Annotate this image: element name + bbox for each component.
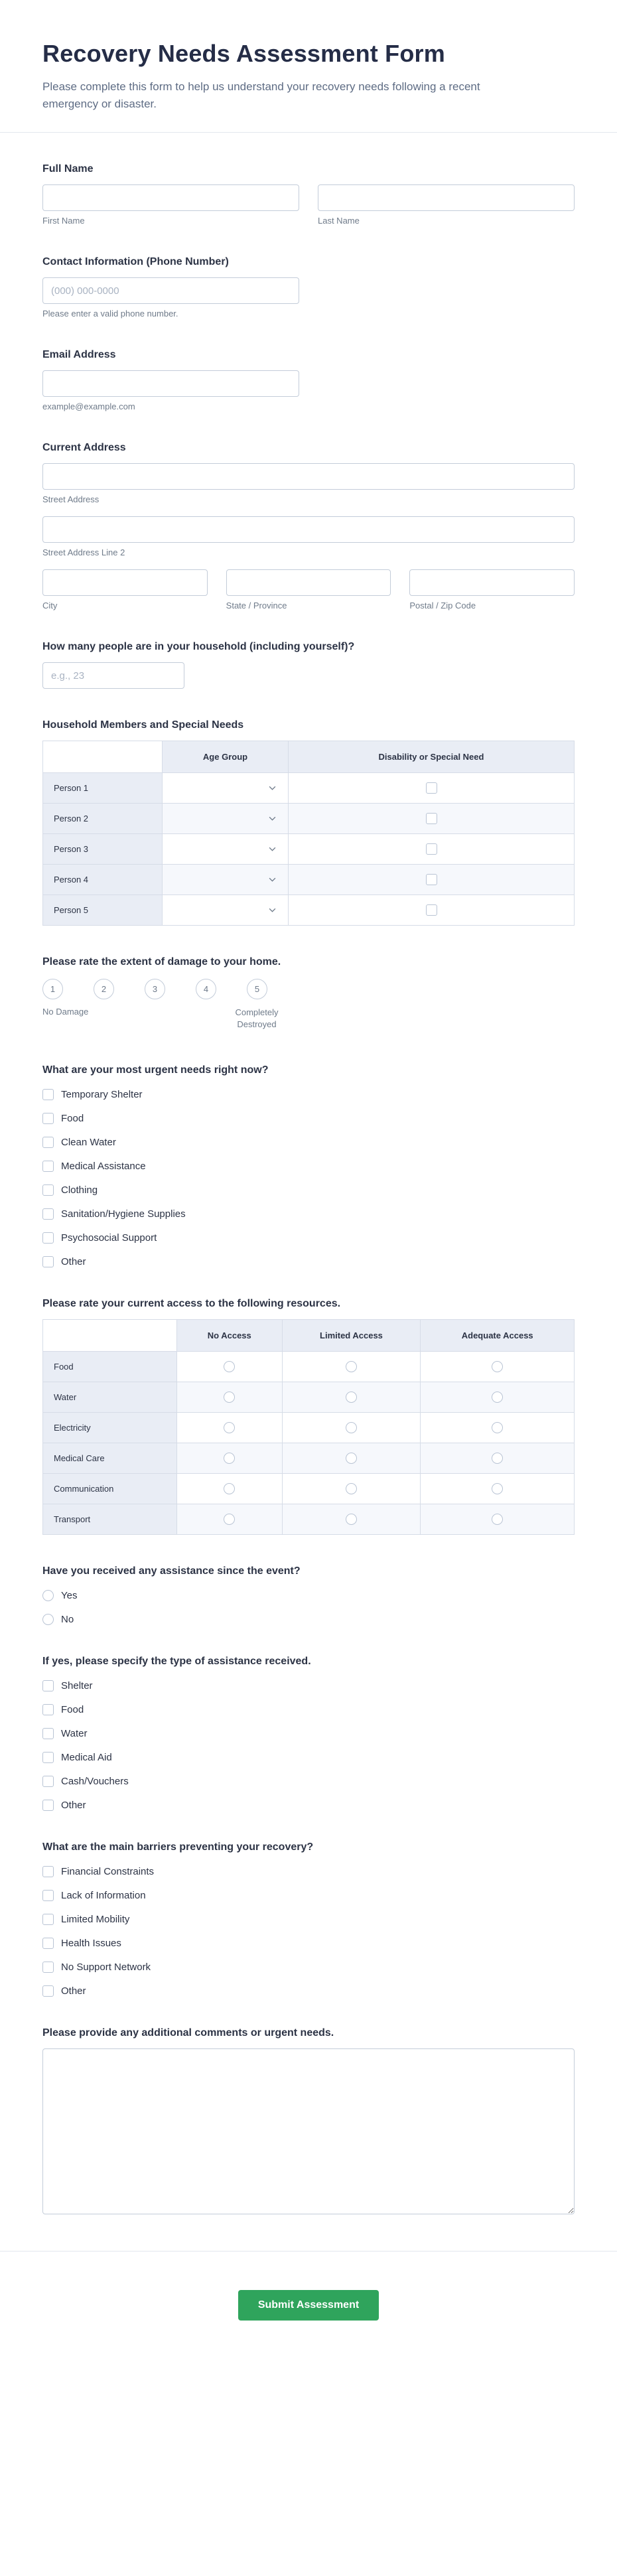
checkbox-option[interactable] — [42, 1680, 575, 1691]
option-label: Yes — [61, 1590, 78, 1601]
checkbox-option[interactable] — [42, 1938, 575, 1949]
table-row — [43, 1504, 575, 1535]
damage-scale-label: Please rate the extent of damage to your home. — [42, 956, 281, 967]
chevron-down-icon — [269, 847, 276, 851]
damage-scale-option-2[interactable]: 2 — [94, 979, 114, 999]
resource-access-radio[interactable] — [492, 1392, 503, 1403]
full-name-label: Full Name — [42, 163, 94, 175]
col-header-age-group: Age Group — [163, 741, 289, 773]
col-header-no-access: No Access — [177, 1320, 283, 1352]
special-need-checkbox-4[interactable] — [426, 874, 437, 885]
question-phone — [42, 256, 575, 319]
damage-scale-option-3[interactable]: 3 — [145, 979, 165, 999]
row-header-water: Water — [43, 1382, 177, 1413]
comments-textarea[interactable] — [42, 2048, 575, 2214]
barriers-label: What are the main barriers preventing your recovery? — [42, 1841, 314, 1853]
table-row — [43, 834, 575, 865]
checkbox[interactable] — [42, 1680, 54, 1691]
email-sublabel: example@example.com — [42, 401, 135, 411]
special-need-checkbox-2[interactable] — [426, 813, 437, 824]
checkbox[interactable] — [42, 1113, 54, 1124]
row-header-person-3: Person 3 — [43, 834, 163, 865]
table-row — [43, 895, 575, 926]
radio-option-yes[interactable] — [42, 1590, 575, 1601]
resource-access-radio[interactable] — [224, 1483, 235, 1494]
last-name-sublabel: Last Name — [318, 216, 360, 226]
checkbox[interactable] — [42, 1137, 54, 1148]
urgent-needs-label: What are your most urgent needs right now? — [42, 1064, 269, 1076]
chevron-down-icon — [269, 786, 276, 790]
resource-access-radio[interactable] — [346, 1392, 357, 1403]
resource-access-radio[interactable] — [224, 1514, 235, 1525]
resource-access-radio[interactable] — [492, 1453, 503, 1464]
checkbox[interactable] — [42, 1985, 54, 1997]
checkbox[interactable] — [42, 1776, 54, 1787]
table-corner-cell — [43, 1320, 177, 1352]
option-label: Temporary Shelter — [61, 1089, 143, 1100]
checkbox-option[interactable] — [42, 1184, 575, 1196]
option-label: Sanitation/Hygiene Supplies — [61, 1208, 186, 1220]
age-group-select-5[interactable] — [163, 908, 288, 912]
age-group-select-2[interactable] — [163, 816, 288, 821]
household-table-label: Household Members and Special Needs — [42, 719, 244, 731]
state-sublabel: State / Province — [226, 601, 287, 610]
special-need-checkbox-3[interactable] — [426, 843, 437, 855]
scale-max-label: Completely Destroyed — [235, 1007, 279, 1029]
phone-sublabel: Please enter a valid phone number. — [42, 309, 178, 319]
first-name-input[interactable] — [42, 184, 299, 211]
question-comments — [42, 2027, 575, 2218]
checkbox-option[interactable] — [42, 1161, 575, 1172]
question-assistance-type — [42, 1656, 575, 1811]
question-damage-scale — [42, 956, 575, 1034]
option-label: Other — [61, 1256, 86, 1267]
option-label: Food — [61, 1704, 84, 1715]
chevron-down-icon — [269, 908, 276, 912]
damage-scale-option-5[interactable]: 5 — [247, 979, 267, 999]
question-full-name — [42, 163, 575, 226]
age-group-select-3[interactable] — [163, 847, 288, 851]
option-label: Other — [61, 1985, 86, 1997]
table-row — [43, 865, 575, 895]
row-header-electricity: Electricity — [43, 1413, 177, 1443]
table-row — [43, 804, 575, 834]
checkbox-option[interactable] — [42, 1208, 575, 1220]
checkbox[interactable] — [42, 1232, 54, 1244]
checkbox[interactable] — [42, 1256, 54, 1267]
header-divider — [0, 132, 617, 133]
checkbox[interactable] — [42, 1728, 54, 1739]
option-label: Medical Assistance — [61, 1161, 146, 1172]
option-label: Water — [61, 1728, 88, 1739]
comments-label: Please provide any additional comments or urgent needs. — [42, 2027, 334, 2039]
first-name-sublabel: First Name — [42, 216, 85, 226]
checkbox-option[interactable] — [42, 1113, 575, 1124]
option-label: No Support Network — [61, 1962, 151, 1973]
scale-min-label: No Damage — [42, 1007, 89, 1017]
resource-access-radio[interactable] — [224, 1422, 235, 1433]
checkbox[interactable] — [42, 1161, 54, 1172]
chevron-down-icon — [269, 816, 276, 821]
question-email — [42, 349, 575, 411]
checkbox-option[interactable] — [42, 1985, 575, 1997]
resource-access-radio[interactable] — [346, 1453, 357, 1464]
checkbox-option[interactable] — [42, 1866, 575, 1877]
checkbox[interactable] — [42, 1089, 54, 1100]
resource-access-radio[interactable] — [492, 1514, 503, 1525]
page-title: Recovery Needs Assessment Form — [42, 40, 445, 67]
table-row — [43, 1443, 575, 1474]
table-corner-cell — [43, 741, 163, 773]
checkbox-option[interactable] — [42, 1914, 575, 1925]
resource-access-radio[interactable] — [346, 1422, 357, 1433]
col-header-adequate-access: Adequate Access — [421, 1320, 575, 1352]
checkbox-option[interactable] — [42, 1232, 575, 1244]
row-header-person-5: Person 5 — [43, 895, 163, 926]
col-header-limited-access: Limited Access — [282, 1320, 421, 1352]
chevron-down-icon — [269, 877, 276, 882]
resource-access-radio[interactable] — [492, 1361, 503, 1372]
checkbox-option[interactable] — [42, 1704, 575, 1715]
phone-input[interactable] — [42, 277, 299, 304]
table-row — [43, 1382, 575, 1413]
page-subtitle: Please complete this form to help us understand your recovery needs following a recent emergency or disaster. — [42, 80, 480, 110]
checkbox[interactable] — [42, 1208, 54, 1220]
checkbox[interactable] — [42, 1184, 54, 1196]
special-need-checkbox-1[interactable] — [426, 782, 437, 794]
col-header-disability: Disability or Special Need — [289, 741, 575, 773]
resource-access-radio[interactable] — [224, 1361, 235, 1372]
radio-option-no[interactable] — [42, 1614, 575, 1625]
resource-access-radio[interactable] — [492, 1483, 503, 1494]
email-label: Email Address — [42, 349, 116, 360]
form-footer — [0, 2251, 617, 2394]
zip-sublabel: Postal / Zip Code — [409, 601, 476, 610]
row-header-medical-care: Medical Care — [43, 1443, 177, 1474]
damage-scale-option-4[interactable]: 4 — [196, 979, 216, 999]
address-label: Current Address — [42, 442, 126, 453]
option-label: Health Issues — [61, 1938, 121, 1949]
option-label: Shelter — [61, 1680, 93, 1691]
street-address-input[interactable] — [42, 463, 575, 490]
assistance-type-label: If yes, please specify the type of assistance received. — [42, 1656, 311, 1667]
option-label: No — [61, 1614, 74, 1625]
street-address2-sublabel: Street Address Line 2 — [42, 547, 125, 557]
checkbox-option[interactable] — [42, 1962, 575, 1973]
street-address2-input[interactable] — [42, 516, 575, 543]
checkbox[interactable] — [42, 1914, 54, 1925]
form-body — [0, 163, 617, 2218]
resource-access-radio[interactable] — [224, 1453, 235, 1464]
question-address — [42, 442, 575, 610]
option-label: Psychosocial Support — [61, 1232, 157, 1244]
question-household-count — [42, 641, 575, 689]
damage-scale — [42, 979, 575, 1034]
checkbox-option[interactable] — [42, 1089, 575, 1100]
special-need-checkbox-5[interactable] — [426, 904, 437, 916]
resource-access-radio[interactable] — [346, 1361, 357, 1372]
checkbox-option[interactable] — [42, 1728, 575, 1739]
street-address-sublabel: Street Address — [42, 494, 100, 504]
row-header-food: Food — [43, 1352, 177, 1382]
checkbox[interactable] — [42, 1938, 54, 1949]
table-row — [43, 1352, 575, 1382]
resources-label: Please rate your current access to the following resources. — [42, 1298, 341, 1309]
household-count-label: How many people are in your household (including yourself)? — [42, 641, 355, 652]
option-label: Other — [61, 1800, 86, 1811]
option-label: Financial Constraints — [61, 1866, 155, 1877]
checkbox-option[interactable] — [42, 1256, 575, 1267]
email-input[interactable] — [42, 370, 299, 397]
question-urgent-needs — [42, 1064, 575, 1267]
question-assistance-received — [42, 1565, 575, 1625]
table-row — [43, 1474, 575, 1504]
household-count-input[interactable] — [42, 662, 184, 689]
question-resources — [42, 1298, 575, 1535]
resource-access-radio[interactable] — [346, 1514, 357, 1525]
city-sublabel: City — [42, 601, 58, 610]
resource-access-radio[interactable] — [224, 1392, 235, 1403]
checkbox[interactable] — [42, 1704, 54, 1715]
row-header-transport: Transport — [43, 1504, 177, 1535]
option-label: Cash/Vouchers — [61, 1776, 129, 1787]
checkbox-option[interactable] — [42, 1890, 575, 1901]
assistance-received-label: Have you received any assistance since the event? — [42, 1565, 301, 1577]
resource-access-radio[interactable] — [492, 1422, 503, 1433]
option-label: Clean Water — [61, 1137, 116, 1148]
radio[interactable] — [42, 1614, 54, 1625]
row-header-person-2: Person 2 — [43, 804, 163, 834]
option-label: Clothing — [61, 1184, 98, 1196]
checkbox-option[interactable] — [42, 1800, 575, 1811]
checkbox-option[interactable] — [42, 1137, 575, 1148]
age-group-select-4[interactable] — [163, 877, 288, 882]
age-group-select-1[interactable] — [163, 786, 288, 790]
checkbox[interactable] — [42, 1890, 54, 1901]
checkbox[interactable] — [42, 1962, 54, 1973]
question-household-table — [42, 719, 575, 926]
checkbox-option[interactable] — [42, 1752, 575, 1763]
row-header-communication: Communication — [43, 1474, 177, 1504]
radio[interactable] — [42, 1590, 54, 1601]
last-name-input[interactable] — [318, 184, 575, 211]
table-row — [43, 1413, 575, 1443]
submit-button[interactable]: Submit Assessment — [238, 2290, 379, 2321]
state-input[interactable] — [226, 569, 391, 596]
option-label: Food — [61, 1113, 84, 1124]
option-label: Lack of Information — [61, 1890, 146, 1901]
checkbox[interactable] — [42, 1800, 54, 1811]
table-row — [43, 773, 575, 804]
checkbox[interactable] — [42, 1752, 54, 1763]
question-barriers — [42, 1841, 575, 1997]
form-header — [0, 0, 617, 112]
zip-input[interactable] — [409, 569, 575, 596]
row-header-person-1: Person 1 — [43, 773, 163, 804]
city-input[interactable] — [42, 569, 208, 596]
checkbox[interactable] — [42, 1866, 54, 1877]
phone-label: Contact Information (Phone Number) — [42, 256, 229, 267]
damage-scale-option-1[interactable]: 1 — [42, 979, 63, 999]
checkbox-option[interactable] — [42, 1776, 575, 1787]
row-header-person-4: Person 4 — [43, 865, 163, 895]
option-label: Medical Aid — [61, 1752, 112, 1763]
household-table — [42, 741, 575, 926]
resource-access-radio[interactable] — [346, 1483, 357, 1494]
resources-table — [42, 1319, 575, 1535]
option-label: Limited Mobility — [61, 1914, 130, 1925]
